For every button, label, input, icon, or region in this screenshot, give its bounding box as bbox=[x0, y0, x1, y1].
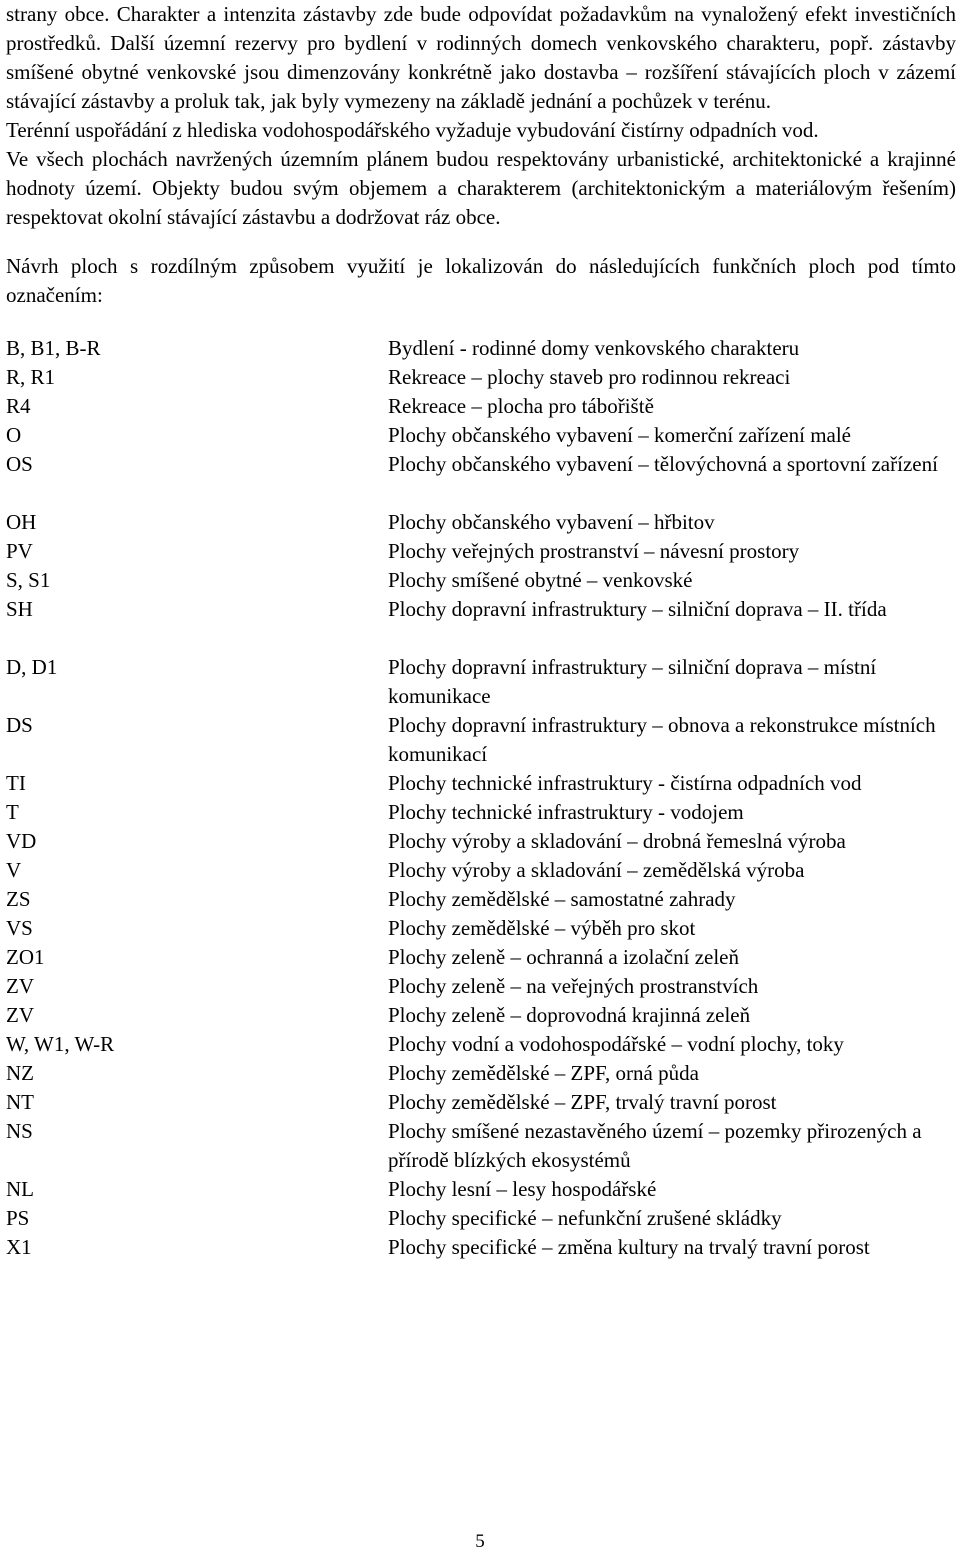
legend-code: V bbox=[6, 858, 22, 882]
legend-description: Plochy občanského vybavení – komerční zařízení malé bbox=[388, 423, 852, 447]
legend-row bbox=[6, 363, 956, 392]
legend-row bbox=[6, 1088, 956, 1117]
legend-row bbox=[6, 914, 956, 943]
legend-description: Plochy výroby a skladování – drobná řemeslná výroba bbox=[388, 829, 846, 853]
legend-row bbox=[6, 392, 956, 421]
legend-description: Plochy zemědělské – výběh pro skot bbox=[388, 916, 696, 940]
legend-code: TI bbox=[6, 771, 26, 795]
paragraph-terrain: Terénní uspořádání z hlediska vodohospodářského vyžaduje vybudování čistírny odpadních vod. bbox=[6, 118, 819, 142]
legend-row bbox=[6, 1175, 956, 1204]
legend-code: DS bbox=[6, 713, 33, 737]
paragraph-intro: Návrh ploch s rozdílným způsobem využití je lokalizován do následujících funkčních ploch pod tímto označením: bbox=[6, 254, 956, 307]
legend-description: Plochy specifické – změna kultury na trvalý travní porost bbox=[388, 1235, 870, 1259]
legend-description: Plochy dopravní infrastruktury – silniční doprava – II. třída bbox=[388, 597, 887, 621]
page-number: 5 bbox=[475, 1531, 485, 1552]
legend-row bbox=[6, 334, 956, 363]
legend-code: OH bbox=[6, 510, 37, 534]
paragraph-values: Ve všech plochách navržených územním plánem budou respektovány urbanistické, architektonické a krajinné hodnoty území. Objekty budou svým objemem a charakterem (architektonickým a materiálovým řešením) respektovat okolní stávající zástavbu a dodržovat ráz obce. bbox=[6, 147, 956, 229]
legend-description: Plochy technické infrastruktury - vodojem bbox=[388, 800, 744, 824]
legend-description: Plochy veřejných prostranství – návesní prostory bbox=[388, 539, 800, 563]
legend-description: Plochy dopravní infrastruktury – obnova a rekonstrukce místních komunikací bbox=[388, 713, 936, 766]
legend-code: O bbox=[6, 423, 22, 447]
legend-code: ZV bbox=[6, 1003, 34, 1027]
legend-code: W, W1, W-R bbox=[6, 1032, 115, 1056]
legend-description: Plochy vodní a vodohospodářské – vodní plochy, toky bbox=[388, 1032, 844, 1056]
legend-row bbox=[6, 1117, 956, 1175]
legend-description: Plochy specifické – nefunkční zrušené skládky bbox=[388, 1206, 782, 1230]
legend-row bbox=[6, 798, 956, 827]
document-page bbox=[6, 0, 956, 1291]
legend-code: PV bbox=[6, 539, 33, 563]
legend-code: VD bbox=[6, 829, 37, 853]
legend-description: Bydlení - rodinné domy venkovského charakteru bbox=[388, 336, 800, 360]
legend-code: NS bbox=[6, 1119, 33, 1143]
legend-code: R, R1 bbox=[6, 365, 56, 389]
legend-description: Plochy smíšené obytné – venkovské bbox=[388, 568, 693, 592]
legend-description: Plochy zemědělské – ZPF, trvalý travní porost bbox=[388, 1090, 777, 1114]
legend-description: Plochy zemědělské – samostatné zahrady bbox=[388, 887, 736, 911]
legend-code: X1 bbox=[6, 1235, 32, 1259]
legend-row bbox=[6, 421, 956, 450]
legend-description: Plochy dopravní infrastruktury – silniční doprava – místní komunikace bbox=[388, 655, 877, 708]
legend-row bbox=[6, 769, 956, 798]
legend-code: ZV bbox=[6, 974, 34, 998]
legend-row bbox=[6, 1030, 956, 1059]
legend-description: Rekreace – plochy staveb pro rodinnou rekreaci bbox=[388, 365, 791, 389]
legend-code: PS bbox=[6, 1206, 30, 1230]
legend-description: Plochy smíšené nezastavěného území – pozemky přirozených a přírodě blízkých ekosystémů bbox=[388, 1119, 922, 1172]
legend-description: Rekreace – plocha pro tábořiště bbox=[388, 394, 654, 418]
legend-row bbox=[6, 1059, 956, 1088]
legend-row bbox=[6, 1001, 956, 1030]
legend-description: Plochy výroby a skladování – zemědělská výroba bbox=[388, 858, 805, 882]
legend-code: ZS bbox=[6, 887, 31, 911]
legend-code: S, S1 bbox=[6, 568, 51, 592]
land-use-legend bbox=[6, 334, 956, 1291]
legend-row bbox=[6, 508, 956, 537]
legend-code: ZO1 bbox=[6, 945, 45, 969]
legend-code: NL bbox=[6, 1177, 34, 1201]
legend-code: SH bbox=[6, 597, 33, 621]
legend-row bbox=[6, 653, 956, 711]
legend-description: Plochy technické infrastruktury - čistírna odpadních vod bbox=[388, 771, 862, 795]
legend-description: Plochy lesní – lesy hospodářské bbox=[388, 1177, 657, 1201]
legend-row bbox=[6, 566, 956, 595]
legend-row bbox=[6, 1204, 956, 1233]
legend-code: NT bbox=[6, 1090, 34, 1114]
legend-row bbox=[6, 711, 956, 769]
legend-row bbox=[6, 450, 956, 508]
legend-code: R4 bbox=[6, 394, 31, 418]
legend-row bbox=[6, 537, 956, 566]
legend-row bbox=[6, 885, 956, 914]
legend-description: Plochy zeleně – doprovodná krajinná zeleň bbox=[388, 1003, 751, 1027]
legend-code: OS bbox=[6, 452, 33, 476]
legend-code: T bbox=[6, 800, 19, 824]
legend-code: NZ bbox=[6, 1061, 34, 1085]
legend-description: Plochy občanského vybavení – hřbitov bbox=[388, 510, 715, 534]
legend-description: Plochy zeleně – ochranná a izolační zeleň bbox=[388, 945, 739, 969]
legend-code: B, B1, B-R bbox=[6, 336, 101, 360]
legend-code: D, D1 bbox=[6, 655, 58, 679]
legend-row bbox=[6, 595, 956, 653]
legend-description: Plochy zeleně – na veřejných prostranstvích bbox=[388, 974, 759, 998]
legend-row bbox=[6, 943, 956, 972]
legend-code: VS bbox=[6, 916, 33, 940]
legend-description: Plochy občanského vybavení – tělovýchovná a sportovní zařízení bbox=[388, 452, 938, 476]
legend-row bbox=[6, 827, 956, 856]
legend-description: Plochy zemědělské – ZPF, orná půda bbox=[388, 1061, 699, 1085]
legend-row bbox=[6, 972, 956, 1001]
legend-row bbox=[6, 1233, 956, 1291]
paragraph-development: strany obce. Charakter a intenzita zástavby zde bude odpovídat požadavkům na vynaložený efekt investičních prostředků. Další územní rezervy pro bydlení v rodinných domech venkovského charakteru, popř. zástavby smíšené obytné venkovské jsou dimenzovány konkrétně jako dostavba – rozšíření stávajících ploch v zázemí stávající zástavby a proluk tak, jak byly vymezeny na základě jednání a pochůzek v terénu. bbox=[6, 2, 956, 113]
legend-row bbox=[6, 856, 956, 885]
